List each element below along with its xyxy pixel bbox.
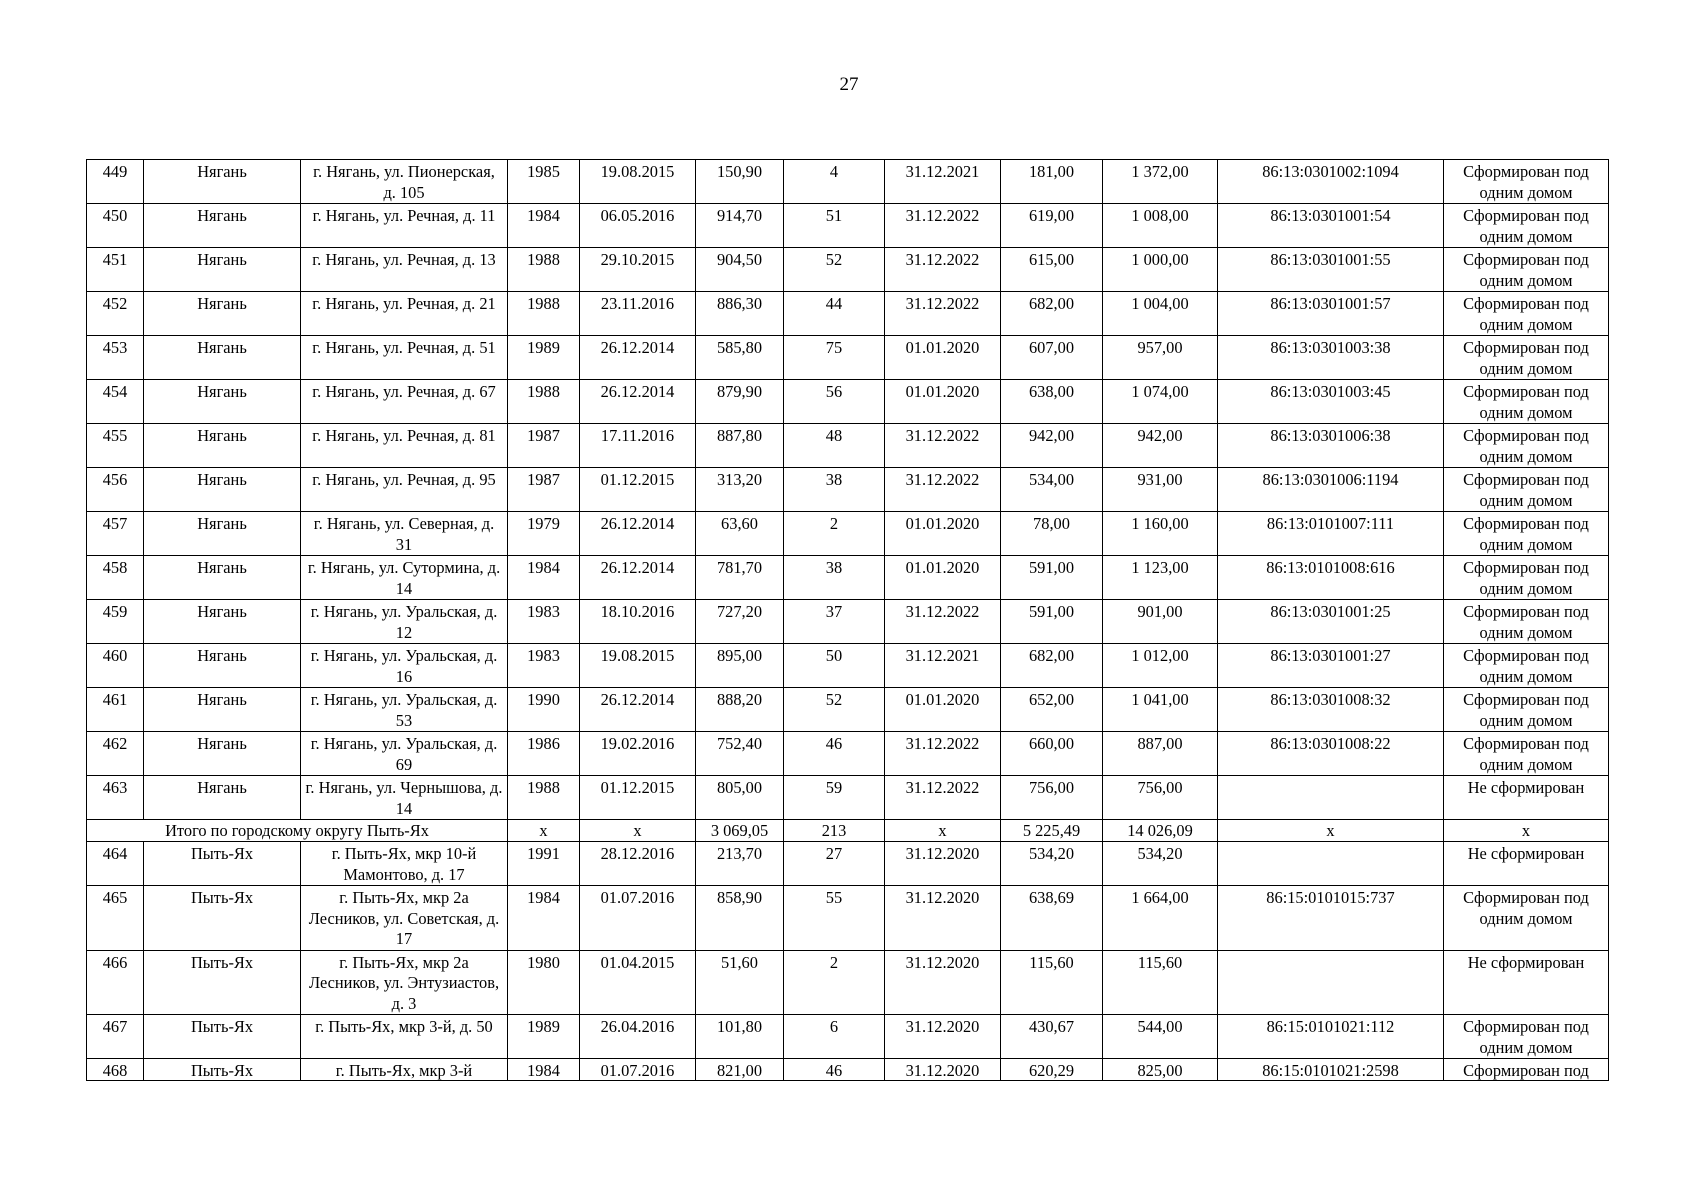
area-cell: 51,60 [696,950,784,1015]
date-cell: 26.12.2014 [580,380,696,424]
value1-cell: 638,00 [1001,380,1103,424]
deadline-cell: 01.01.2020 [885,380,1001,424]
cadastre-cell: 86:13:0301001:27 [1218,644,1444,688]
value2-cell: 825,00 [1103,1059,1218,1081]
deadline-cell: 31.12.2022 [885,468,1001,512]
cadastre-cell: 86:15:0101021:2598 [1218,1059,1444,1081]
table-row [87,336,1609,380]
city-cell: Нягань [144,644,301,688]
city-cell: Нягань [144,204,301,248]
address-cell: г. Пыть-Ях, мкр 2а Лесников, ул. Энтузиастов, д. 3 [301,950,508,1015]
value2-cell: 931,00 [1103,468,1218,512]
value1-cell: 619,00 [1001,204,1103,248]
total-row [87,820,1609,842]
area-cell: 727,20 [696,600,784,644]
value1-cell: 78,00 [1001,512,1103,556]
value1-cell: 756,00 [1001,776,1103,820]
residents-cell: 6 [784,1015,885,1059]
address-cell: г. Нягань, ул. Речная, д. 21 [301,292,508,336]
value1-cell: 652,00 [1001,688,1103,732]
deadline-cell: 01.01.2020 [885,512,1001,556]
address-cell: г. Нягань, ул. Речная, д. 81 [301,424,508,468]
value1-cell: 591,00 [1001,600,1103,644]
table-row [87,688,1609,732]
deadline-cell: 31.12.2022 [885,424,1001,468]
housing-registry-table [86,159,1609,1081]
date-cell: 17.11.2016 [580,424,696,468]
row-number: 453 [87,336,144,380]
table-row [87,468,1609,512]
address-cell: г. Пыть-Ях, мкр 2а Лесников, ул. Советская, д. 17 [301,886,508,951]
residents-cell: 51 [784,204,885,248]
cadastre-cell: 86:13:0301001:57 [1218,292,1444,336]
year-cell: 1985 [508,160,580,204]
row-number: 466 [87,950,144,1015]
area-cell: 101,80 [696,1015,784,1059]
row-number: 456 [87,468,144,512]
value2-cell: 1 160,00 [1103,512,1218,556]
year-cell: 1984 [508,886,580,951]
table-row [87,248,1609,292]
deadline-cell: 31.12.2022 [885,600,1001,644]
row-number: 458 [87,556,144,600]
row-number: 464 [87,842,144,886]
year-cell: 1990 [508,688,580,732]
status-cell: Сформирован под одним домом [1444,336,1609,380]
date-cell: 01.12.2015 [580,468,696,512]
deadline-cell: 31.12.2020 [885,1015,1001,1059]
status-cell: Сформирован под одним домом [1444,644,1609,688]
residents-cell: 52 [784,248,885,292]
deadline-cell: 31.12.2021 [885,160,1001,204]
address-cell: г. Нягань, ул. Северная, д. 31 [301,512,508,556]
date-cell: 06.05.2016 [580,204,696,248]
residents-cell: 59 [784,776,885,820]
cadastre-cell [1218,950,1444,1015]
status-cell: Сформирован под одним домом [1444,688,1609,732]
date-cell: 26.04.2016 [580,1015,696,1059]
cadastre-cell: 86:13:0301006:1194 [1218,468,1444,512]
value1-cell: 181,00 [1001,160,1103,204]
residents-cell: 2 [784,950,885,1015]
status-cell: Сформирован под одним домом [1444,886,1609,951]
address-cell: г. Нягань, ул. Уральская, д. 16 [301,644,508,688]
date-cell: 19.08.2015 [580,160,696,204]
date-cell: 01.07.2016 [580,886,696,951]
date-cell: 19.08.2015 [580,644,696,688]
row-number: 465 [87,886,144,951]
city-cell: Нягань [144,468,301,512]
year-cell: 1983 [508,644,580,688]
total-year: х [508,820,580,842]
area-cell: 886,30 [696,292,784,336]
value2-cell: 1 004,00 [1103,292,1218,336]
status-cell: Сформирован под одним домом [1444,160,1609,204]
residents-cell: 48 [784,424,885,468]
area-cell: 879,90 [696,380,784,424]
date-cell: 01.12.2015 [580,776,696,820]
status-cell: Не сформирован [1444,950,1609,1015]
total-v1: 5 225,49 [1001,820,1103,842]
value2-cell: 887,00 [1103,732,1218,776]
area-cell: 313,20 [696,468,784,512]
value1-cell: 638,69 [1001,886,1103,951]
total-date: х [580,820,696,842]
residents-cell: 2 [784,512,885,556]
cadastre-cell: 86:15:0101021:112 [1218,1015,1444,1059]
date-cell: 26.12.2014 [580,512,696,556]
address-cell: г. Нягань, ул. Речная, д. 13 [301,248,508,292]
table-row [87,732,1609,776]
address-cell: г. Нягань, ул. Речная, д. 11 [301,204,508,248]
area-cell: 63,60 [696,512,784,556]
value1-cell: 430,67 [1001,1015,1103,1059]
address-cell: г. Нягань, ул. Уральская, д. 53 [301,688,508,732]
area-cell: 904,50 [696,248,784,292]
address-cell: г. Нягань, ул. Уральская, д. 12 [301,600,508,644]
cadastre-cell: 86:13:0301006:38 [1218,424,1444,468]
total-deadline: х [885,820,1001,842]
value1-cell: 942,00 [1001,424,1103,468]
rows-after-total [87,842,1609,1081]
value1-cell: 115,60 [1001,950,1103,1015]
city-cell: Нягань [144,292,301,336]
status-cell: Не сформирован [1444,776,1609,820]
row-number: 451 [87,248,144,292]
city-cell: Нягань [144,424,301,468]
row-number: 460 [87,644,144,688]
row-number: 467 [87,1015,144,1059]
year-cell: 1984 [508,204,580,248]
status-cell: Не сформирован [1444,842,1609,886]
city-cell: Нягань [144,248,301,292]
value1-cell: 620,29 [1001,1059,1103,1081]
status-cell: Сформирован под одним домом [1444,204,1609,248]
date-cell: 23.11.2016 [580,292,696,336]
residents-cell: 38 [784,556,885,600]
value2-cell: 942,00 [1103,424,1218,468]
deadline-cell: 01.01.2020 [885,688,1001,732]
table-row [87,600,1609,644]
deadline-cell: 31.12.2020 [885,842,1001,886]
address-cell: г. Нягань, ул. Сутормина, д. 14 [301,556,508,600]
status-cell: Сформирован под [1444,1059,1609,1081]
area-cell: 895,00 [696,644,784,688]
date-cell: 26.12.2014 [580,556,696,600]
status-cell: Сформирован под одним домом [1444,248,1609,292]
value1-cell: 534,00 [1001,468,1103,512]
year-cell: 1991 [508,842,580,886]
status-cell: Сформирован под одним домом [1444,732,1609,776]
area-cell: 752,40 [696,732,784,776]
date-cell: 26.12.2014 [580,336,696,380]
year-cell: 1988 [508,292,580,336]
status-cell: Сформирован под одним домом [1444,600,1609,644]
area-cell: 805,00 [696,776,784,820]
cadastre-cell: 86:13:0301003:38 [1218,336,1444,380]
city-cell: Нягань [144,688,301,732]
residents-cell: 27 [784,842,885,886]
table-row [87,1015,1609,1059]
deadline-cell: 31.12.2020 [885,886,1001,951]
residents-cell: 46 [784,732,885,776]
total-residents: 213 [784,820,885,842]
residents-cell: 37 [784,600,885,644]
status-cell: Сформирован под одним домом [1444,556,1609,600]
table-row [87,512,1609,556]
cadastre-cell: 86:13:0101007:111 [1218,512,1444,556]
deadline-cell: 31.12.2021 [885,644,1001,688]
city-cell: Нягань [144,160,301,204]
residents-cell: 56 [784,380,885,424]
table-row [87,556,1609,600]
area-cell: 914,70 [696,204,784,248]
table-row [87,292,1609,336]
row-number: 452 [87,292,144,336]
value2-cell: 1 008,00 [1103,204,1218,248]
cadastre-cell: 86:13:0301001:25 [1218,600,1444,644]
value2-cell: 115,60 [1103,950,1218,1015]
city-cell: Пыть-Ях [144,1059,301,1081]
date-cell: 18.10.2016 [580,600,696,644]
year-cell: 1979 [508,512,580,556]
residents-cell: 4 [784,160,885,204]
total-area: 3 069,05 [696,820,784,842]
table-row [87,1059,1609,1081]
cadastre-cell [1218,842,1444,886]
area-cell: 821,00 [696,1059,784,1081]
value2-cell: 1 012,00 [1103,644,1218,688]
city-cell: Нягань [144,600,301,644]
date-cell: 19.02.2016 [580,732,696,776]
table-row [87,644,1609,688]
deadline-cell: 31.12.2022 [885,204,1001,248]
deadline-cell: 31.12.2022 [885,292,1001,336]
row-number: 457 [87,512,144,556]
value1-cell: 591,00 [1001,556,1103,600]
cadastre-cell: 86:13:0301008:22 [1218,732,1444,776]
row-number: 450 [87,204,144,248]
table-row [87,776,1609,820]
status-cell: Сформирован под одним домом [1444,424,1609,468]
area-cell: 213,70 [696,842,784,886]
date-cell: 01.07.2016 [580,1059,696,1081]
value2-cell: 1 664,00 [1103,886,1218,951]
value2-cell: 957,00 [1103,336,1218,380]
residents-cell: 52 [784,688,885,732]
total-section [87,820,1609,842]
date-cell: 01.04.2015 [580,950,696,1015]
cadastre-cell: 86:15:0101015:737 [1218,886,1444,951]
year-cell: 1988 [508,380,580,424]
city-cell: Пыть-Ях [144,886,301,951]
area-cell: 585,80 [696,336,784,380]
value2-cell: 1 123,00 [1103,556,1218,600]
city-cell: Нягань [144,776,301,820]
area-cell: 150,90 [696,160,784,204]
status-cell: Сформирован под одним домом [1444,380,1609,424]
value2-cell: 901,00 [1103,600,1218,644]
value1-cell: 615,00 [1001,248,1103,292]
address-cell: г. Пыть-Ях, мкр 10-й Мамонтово, д. 17 [301,842,508,886]
deadline-cell: 31.12.2020 [885,1059,1001,1081]
page-number: 27 [839,74,859,95]
city-cell: Пыть-Ях [144,1015,301,1059]
address-cell: г. Пыть-Ях, мкр 3-й, д. 50 [301,1015,508,1059]
row-number: 461 [87,688,144,732]
row-number: 459 [87,600,144,644]
deadline-cell: 31.12.2022 [885,776,1001,820]
table-row [87,842,1609,886]
table-row [87,380,1609,424]
value1-cell: 682,00 [1001,292,1103,336]
value2-cell: 1 041,00 [1103,688,1218,732]
address-cell: г. Нягань, ул. Чернышова, д. 14 [301,776,508,820]
city-cell: Пыть-Ях [144,842,301,886]
deadline-cell: 31.12.2022 [885,732,1001,776]
year-cell: 1984 [508,1059,580,1081]
year-cell: 1983 [508,600,580,644]
value2-cell: 544,00 [1103,1015,1218,1059]
deadline-cell: 31.12.2022 [885,248,1001,292]
city-cell: Нягань [144,556,301,600]
cadastre-cell: 86:13:0301001:54 [1218,204,1444,248]
row-number: 454 [87,380,144,424]
date-cell: 28.12.2016 [580,842,696,886]
year-cell: 1989 [508,336,580,380]
deadline-cell: 01.01.2020 [885,336,1001,380]
year-cell: 1987 [508,468,580,512]
value2-cell: 756,00 [1103,776,1218,820]
year-cell: 1986 [508,732,580,776]
address-cell: г. Нягань, ул. Речная, д. 51 [301,336,508,380]
status-cell: Сформирован под одним домом [1444,1015,1609,1059]
city-cell: Пыть-Ях [144,950,301,1015]
year-cell: 1980 [508,950,580,1015]
value1-cell: 660,00 [1001,732,1103,776]
date-cell: 29.10.2015 [580,248,696,292]
residents-cell: 46 [784,1059,885,1081]
year-cell: 1984 [508,556,580,600]
row-number: 449 [87,160,144,204]
row-number: 463 [87,776,144,820]
value2-cell: 1 372,00 [1103,160,1218,204]
cadastre-cell [1218,776,1444,820]
value1-cell: 682,00 [1001,644,1103,688]
area-cell: 888,20 [696,688,784,732]
value1-cell: 534,20 [1001,842,1103,886]
area-cell: 858,90 [696,886,784,951]
city-cell: Нягань [144,380,301,424]
value2-cell: 1 000,00 [1103,248,1218,292]
residents-cell: 38 [784,468,885,512]
residents-cell: 75 [784,336,885,380]
table-row [87,160,1609,204]
row-number: 455 [87,424,144,468]
address-cell: г. Нягань, ул. Речная, д. 95 [301,468,508,512]
status-cell: Сформирован под одним домом [1444,468,1609,512]
area-cell: 887,80 [696,424,784,468]
city-cell: Нягань [144,732,301,776]
cadastre-cell: 86:13:0301003:45 [1218,380,1444,424]
total-status: х [1444,820,1609,842]
residents-cell: 55 [784,886,885,951]
total-label: Итого по городскому округу Пыть-Ях [87,820,508,842]
cadastre-cell: 86:13:0301001:55 [1218,248,1444,292]
value2-cell: 534,20 [1103,842,1218,886]
address-cell: г. Нягань, ул. Речная, д. 67 [301,380,508,424]
date-cell: 26.12.2014 [580,688,696,732]
year-cell: 1989 [508,1015,580,1059]
address-cell: г. Нягань, ул. Уральская, д. 69 [301,732,508,776]
status-cell: Сформирован под одним домом [1444,292,1609,336]
year-cell: 1988 [508,776,580,820]
status-cell: Сформирован под одним домом [1444,512,1609,556]
cadastre-cell: 86:13:0301002:1094 [1218,160,1444,204]
table-row [87,950,1609,1015]
city-cell: Нягань [144,512,301,556]
residents-cell: 50 [784,644,885,688]
deadline-cell: 01.01.2020 [885,556,1001,600]
row-number: 462 [87,732,144,776]
value1-cell: 607,00 [1001,336,1103,380]
cadastre-cell: 86:13:0101008:616 [1218,556,1444,600]
total-v2: 14 026,09 [1103,820,1218,842]
city-cell: Нягань [144,336,301,380]
area-cell: 781,70 [696,556,784,600]
residents-cell: 44 [784,292,885,336]
row-number: 468 [87,1059,144,1081]
cadastre-cell: 86:13:0301008:32 [1218,688,1444,732]
table-row [87,886,1609,951]
total-cadastre: х [1218,820,1444,842]
value2-cell: 1 074,00 [1103,380,1218,424]
rows-before-total [87,160,1609,820]
deadline-cell: 31.12.2020 [885,950,1001,1015]
year-cell: 1987 [508,424,580,468]
table-row [87,424,1609,468]
table-row [87,204,1609,248]
year-cell: 1988 [508,248,580,292]
address-cell: г. Пыть-Ях, мкр 3-й [301,1059,508,1081]
address-cell: г. Нягань, ул. Пионерская, д. 105 [301,160,508,204]
